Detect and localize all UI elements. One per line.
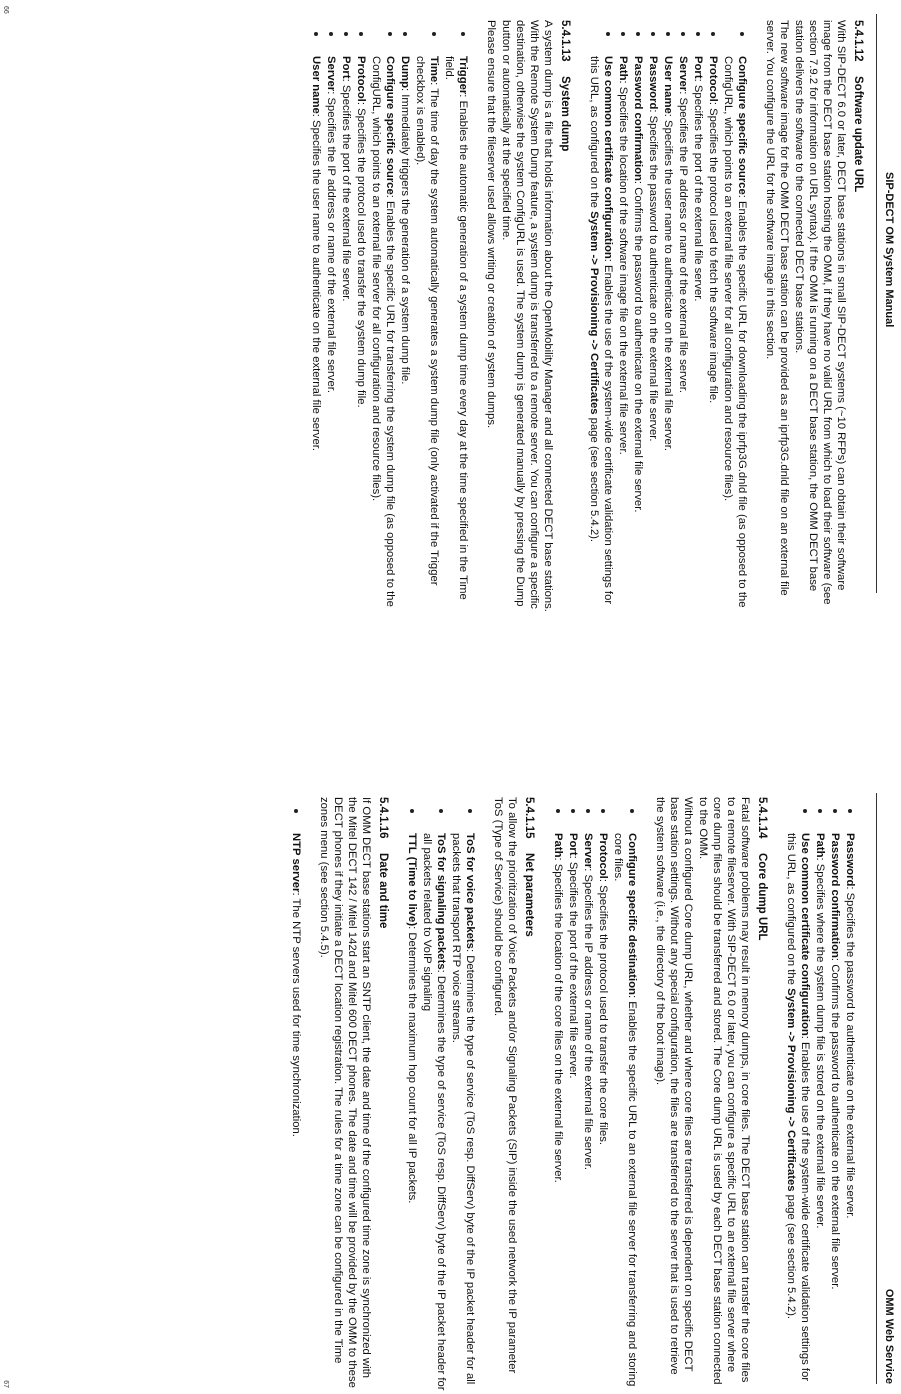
bullet-item <box>828 797 842 1393</box>
bullet-text: : Specifies the port of the external file server. <box>567 855 579 1079</box>
bullet-list <box>551 797 639 1393</box>
bullet-item <box>339 20 353 620</box>
bullet-term: Protocol <box>707 56 719 102</box>
body-paragraph: Please ensure that the fileserver used allows writing or creation of system dumps. <box>485 20 497 429</box>
bullet-text: : Specifies the protocol used to fetch the software image file. <box>707 101 719 404</box>
bullet-text: : Enables the use of the system-wide certificate validation settings for this URL, as configured on the <box>588 56 614 605</box>
bullet-item <box>449 797 477 1393</box>
body-paragraph: Fatal software problems may result in memory dumps, in core files. The DECT base station can transfer the core files to a remote fileserver. With SIP-DECT 6.0 or later, you can configure a specific URL to an external file server where core dump files should be transferred and stored. The Core dump URL is used by each DECT base station connected to the OMM. <box>697 797 751 1385</box>
bullet-item <box>691 20 705 620</box>
bullet-item <box>661 20 675 620</box>
bullet-item <box>324 20 338 620</box>
bullet-text: : Immediately triggers the generation of a system dump file. <box>399 88 411 385</box>
section-number: 5.4.1.16 <box>377 797 389 839</box>
bullet-text: : Confirms the password to authenticate on the external file server. <box>829 957 841 1290</box>
body-paragraph: To allow the prioritization of Voice Packets and/or Signaling Packets (SIP) inside the used network the IP parameter ToS (Type of Service) should be configured. <box>492 797 518 1374</box>
bullet-term: Port <box>340 56 352 79</box>
bullet-text: page (see section 5.4.2). <box>785 1191 797 1320</box>
bullet-term: Protocol <box>597 833 609 879</box>
bullet-term: Password confirmation <box>829 833 841 958</box>
bullet-text: : Specifies the protocol used to transfer the system dump file. <box>355 101 367 408</box>
bullet-item <box>596 797 610 1393</box>
right-page <box>0 697 901 1394</box>
section-spacer <box>274 797 288 1393</box>
bullet-item <box>646 20 660 620</box>
bullet-term: Server <box>582 833 594 869</box>
bullet-text: : Determines the type of service (ToS resp. DiffServ) byte of the IP packet header for all packets that transport RTP voice streams. <box>450 833 476 1385</box>
body-paragraph: Without a configured Core dump URL, whether and where core files are transferred is dependent on specific DECT base station settings. Without any special configuration, the files are transferred to the server that is used to retrieve the system software (i.e., the directory of the boot image). <box>654 797 694 1375</box>
page-number: 66 <box>2 6 9 14</box>
bullet-text: : Specifies the port of the external file server. <box>692 78 704 302</box>
bullet-text: : Specifies where the system dump file is stored on the external file server. <box>814 857 826 1229</box>
header-rule <box>876 14 877 593</box>
bullet-text: : Enables the use of the system-wide certificate validation settings for this URL, as configured on the <box>785 833 811 1382</box>
section-spacer <box>294 20 308 620</box>
section-heading <box>851 20 865 620</box>
bullet-item <box>405 797 419 1393</box>
running-header: OMM Web Service <box>883 1288 895 1384</box>
body-paragraph: The new software image for the OMM DECT base station can be provided as an iprfp3G.dnld file on an external file server. You configure the URL for the software image in this section. <box>764 20 790 596</box>
bullet-text: : Specifies the location of the software image file on the external file server. <box>617 80 629 455</box>
bullet-term: Server <box>325 56 337 92</box>
bullet-item <box>442 20 470 620</box>
bullet-term: Password <box>844 833 856 887</box>
bullet-term: Password <box>647 56 659 110</box>
section-spacer <box>390 797 404 1393</box>
section-heading <box>755 797 769 1393</box>
bullet-text: : Confirms the password to authenticate on the external file server. <box>632 180 644 513</box>
bullet-list <box>309 20 470 620</box>
continued-bullet-list <box>784 797 857 1393</box>
section-spacer <box>769 797 783 1393</box>
header-rule <box>876 793 877 1384</box>
bullet-term: Dump <box>399 56 411 89</box>
bullet-text: : Enables the specific URL for downloading the iprfp3G.dnld file (as opposed to the ConfigURL, which points to an external file server for all configuration and resource files). <box>722 56 748 608</box>
bullet-text: : Specifies the user name to authenticate on the external file server. <box>310 113 322 451</box>
section-spacer <box>572 20 586 620</box>
body-paragraph: A system dump is a file that holds information about the OpenMobility Manager and all connected DECT base stations. With the Remote System Dump feature, a system dump is transferred to a remote server. You can configure a specific destination, otherwise the system ConfigURL is used. The system dump is generated manually by pressing the Dump button or automatically at the specified time. <box>500 20 554 612</box>
bullet-item <box>369 20 397 620</box>
bullet-term: User name <box>662 56 674 114</box>
bullet-item <box>398 20 412 620</box>
bullet-item <box>784 797 812 1393</box>
body-paragraph: With SIP-DECT 6.0 or later, DECT base stations in small SIP-DECT systems (~10 RFPs) can obtain their software image from the DECT base station hosting the OMM, if they have no valid URL from which to load their software (see section 7.9.2 for information on URL syntax). If the OMM is running on a DECT base station, the OMM DECT base station delivers the software to the connected DECT base stations. <box>793 20 847 605</box>
bullet-item <box>676 20 690 620</box>
bullet-text: : Specifies the IP address or name of the external file server. <box>582 868 594 1171</box>
section-heading <box>376 797 390 1393</box>
bullet-text: : Specifies the location of the core files on the external file server. <box>552 857 564 1183</box>
bullet-item <box>420 797 448 1393</box>
section-title: System dump <box>559 76 571 152</box>
bullet-text: : Enables the specific URL to an external file server for transferring and storing core files. <box>612 833 638 1387</box>
bullet-text: : Specifies the user name to authenticate on the external file server. <box>662 113 674 451</box>
section-title: Software update URL <box>852 76 864 193</box>
bullet-item <box>616 20 630 620</box>
bullet-text: : Specifies the password to authenticate on the external file server. <box>844 886 856 1219</box>
bullet-term: Configure specific source <box>736 56 748 195</box>
bullet-text: : Determines the type of service (ToS resp. DiffServ) byte of the IP packet header for all packets related to VoIP signaling <box>421 833 447 1391</box>
bullet-text: : Enables the specific URL for transferring the system dump file (as opposed to the ConfigURL, which points to an external file server for all configuration and resource files). <box>370 56 396 607</box>
section-number: 5.4.1.12 <box>852 20 864 62</box>
running-header: SIP-DECT OM System Manual <box>883 172 895 328</box>
bullet-item <box>566 797 580 1393</box>
section-title: Date and time <box>377 853 389 929</box>
section-title: Net parameters <box>523 853 535 937</box>
bullet-item <box>413 20 441 620</box>
bullet-term: ToS for voice packets <box>464 833 476 949</box>
bullet-item <box>813 797 827 1393</box>
bullet-term: Use common certificate configuration <box>602 56 614 259</box>
bullet-item <box>843 797 857 1393</box>
bullet-item <box>581 797 595 1393</box>
bullet-item <box>354 20 368 620</box>
bullet-term: Path <box>552 833 564 858</box>
left-column <box>294 20 865 620</box>
section-title: Core dump URL <box>756 853 768 941</box>
bullet-list <box>405 797 477 1393</box>
bullet-term: Use common certificate configuration <box>799 833 811 1036</box>
bullet-item <box>706 20 720 620</box>
bullet-item <box>721 20 749 620</box>
bullet-item <box>631 20 645 620</box>
bullet-text: : Determines the maximum hop count for all IP packets. <box>406 926 418 1204</box>
bullet-term: NTP server <box>290 833 302 893</box>
bullet-term: Path <box>617 56 629 81</box>
bullet-text: page (see section 5.4.2). <box>588 414 600 543</box>
section-number: 5.4.1.15 <box>523 797 535 839</box>
section-number: 5.4.1.13 <box>559 20 571 62</box>
bullet-text: : Specifies the IP address or name of the external file server. <box>325 91 337 394</box>
section-number: 5.4.1.14 <box>756 797 768 839</box>
bullet-term: Protocol <box>355 56 367 102</box>
bullet-text: : Enables the automatic generation of a system dump time every day at the time specified in the Time field. <box>443 56 469 600</box>
bullet-list <box>587 20 749 620</box>
section-spacer <box>536 797 550 1393</box>
bullet-term: Port <box>692 56 704 79</box>
menu-path: System -> Provisioning -> Certificates <box>785 988 797 1192</box>
bullet-text: : The time of day the system automatically generates a system dump file (only activated if the Trigger checkbox is enabled). <box>414 56 440 586</box>
bullet-item <box>309 20 323 620</box>
bullet-term: Configure specific source <box>384 56 396 195</box>
bullet-text: : Specifies the IP address or name of the external file server. <box>677 91 689 394</box>
bullet-item <box>551 797 565 1393</box>
bullet-list <box>289 797 303 1393</box>
section-heading <box>558 20 572 620</box>
bullet-term: Port <box>567 833 579 856</box>
bullet-text: : Specifies the password to authenticate on the external file server. <box>647 109 659 442</box>
bullet-item <box>611 797 639 1393</box>
bullet-term: Password confirmation <box>632 56 644 181</box>
right-column <box>274 797 865 1393</box>
page-number: 67 <box>2 1380 9 1388</box>
bullet-term: User name <box>310 56 322 114</box>
bullet-term: Server <box>677 56 689 92</box>
bullet-item <box>587 20 615 620</box>
bullet-term: Time <box>428 56 440 83</box>
bullet-term: Configure specific destination <box>626 833 638 995</box>
bullet-text: : The NTP servers used for time synchronization. <box>290 892 302 1137</box>
bullet-item <box>289 797 303 1393</box>
bullet-term: Path <box>814 833 826 858</box>
bullet-term: ToS for signaling packets <box>435 833 447 970</box>
body-paragraph: If OMM DECT base stations start an SNTP client, the date and time of the configured time zone is synchronized with the Mitel DECT 142 / Mitel 142d and Mitel 600 DECT phones. The date and time will be provided by the OMM to these DECT phones if they initiate a DECT location registration. The rules for a time zone can be configured in the Time zones menu (see section 5.4.5). <box>318 797 372 1388</box>
menu-path: System -> Provisioning -> Certificates <box>588 211 600 415</box>
bullet-term: Trigger <box>457 56 469 95</box>
bullet-term: TTL (Time to live) <box>406 833 418 927</box>
bullet-text: : Specifies the port of the external file server. <box>340 78 352 302</box>
bullet-text: : Specifies the protocol used to transfer the core files. <box>597 878 609 1146</box>
section-heading <box>522 797 536 1393</box>
